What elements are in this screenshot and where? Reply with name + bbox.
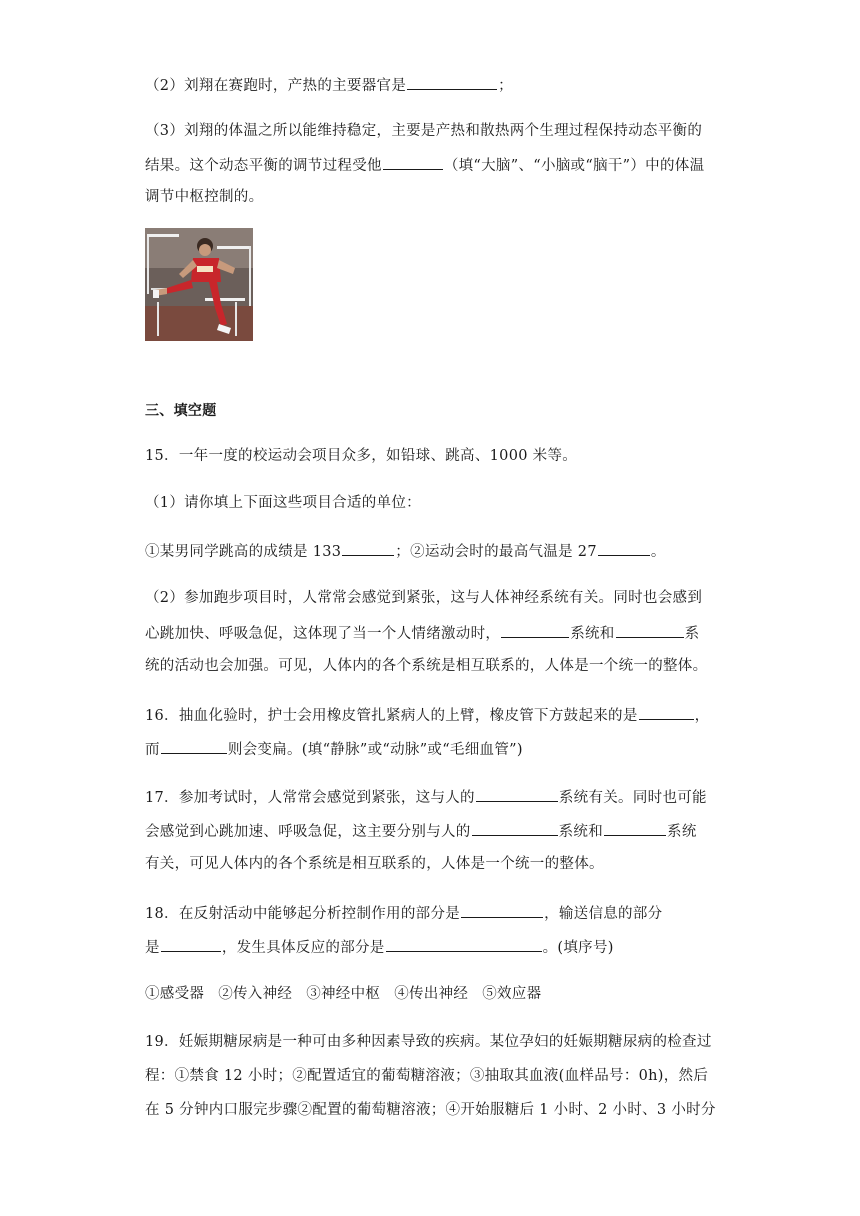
q19-line3: 在 5 分钟内口服完步骤②配置的葡萄糖溶液；④开始服糖后 1 小时、2 小时、3 小时分 [145,1102,716,1118]
option-item: ⑤效应器 [482,986,542,1002]
answer-blank[interactable] [161,936,221,952]
q14-part2: （2）刘翔在赛跑时，产热的主要器官是 ； [145,74,513,96]
option-item: ①感受器 [145,986,205,1002]
answer-blank[interactable] [386,936,542,952]
option-item: ②传入神经 [218,986,293,1002]
answer-blank[interactable] [598,540,650,556]
q14-part3-line1: （3）刘翔的体温之所以能维持稳定，主要是产热和散热两个生理过程保持动态平衡的 [145,123,703,139]
answer-blank[interactable] [472,820,558,836]
q19-line2: 程：①禁食 12 小时；②配置适宜的葡萄糖溶液；③抽取其血液(血样品号：0h)，然后 [145,1068,709,1084]
answer-blank[interactable] [383,154,443,170]
q19-line1: 19．妊娠期糖尿病是一种可由多种因素导致的疾病。某位孕妇的妊娠期糖尿病的检查过 [145,1034,712,1050]
q15-units: ①某男同学跳高的成绩是 133 ；②运动会时的最高气温是 27 。 [145,540,666,562]
q18-options [145,984,541,1004]
hurdler-photo-icon [145,228,253,341]
answer-blank[interactable] [342,540,394,556]
answer-blank[interactable] [161,738,227,754]
answer-blank[interactable] [604,820,666,836]
answer-blank[interactable] [639,704,694,720]
answer-blank[interactable] [501,622,569,638]
option-item: ④传出神经 [394,986,469,1002]
q14-part3-line3: 调节中枢控制的。 [145,189,264,205]
q15-part2-line3: 统的活动也会加强。可见，人体内的各个系统是相互联系的，人体是一个统一的整体。 [145,658,708,674]
answer-blank[interactable] [461,902,543,918]
section-title: 三、填空题 [145,403,217,419]
q18-line2: 是 ，发生具体反应的部分是 。(填序号) [145,936,614,958]
q15-stem: 15．一年一度的校运动会项目众多，如铅球、跳高、1000 米等。 [145,448,578,464]
q16-line2: 而 则会变扁。(填“静脉”或“动脉”或“毛细血管”) [145,738,523,760]
q17-line1: 17．参加考试时，人常常会感觉到紧张，这与人的 系统有关。同时也可能 [145,786,707,808]
answer-blank[interactable] [616,622,684,638]
q15-part2-line1: （2）参加跑步项目时，人常常会感觉到紧张，这与人体神经系统有关。同时也会感到 [145,590,703,606]
option-item: ③神经中枢 [306,986,381,1002]
q17-line2: 会感觉到心跳加速、呼吸急促，这主要分别与人的 系统和 系统 [145,820,697,842]
q15-part2-line2: 心跳加快、呼吸急促，这体现了当一个人情绪激动时， 系统和 系 [145,622,699,644]
q14-part3-line2: 结果。这个动态平衡的调节过程受他 （填“大脑”、“小脑或“脑干”）中的体温 [145,154,704,176]
q15-part1: （1）请你填上下面这些项目合适的单位： [145,495,421,511]
answer-blank[interactable] [476,786,558,802]
q18-line1: 18．在反射活动中能够起分析控制作用的部分是 ，输送信息的部分 [145,902,662,924]
q16-line1: 16．抽血化验时，护士会用橡皮管扎紧病人的上臂，橡皮管下方鼓起来的是 ， [145,704,709,726]
q17-line3: 有关，可见人体内的各个系统是相互联系的，人体是一个统一的整体。 [145,856,604,872]
hurdler-photo [145,228,253,341]
answer-blank[interactable] [407,74,497,90]
